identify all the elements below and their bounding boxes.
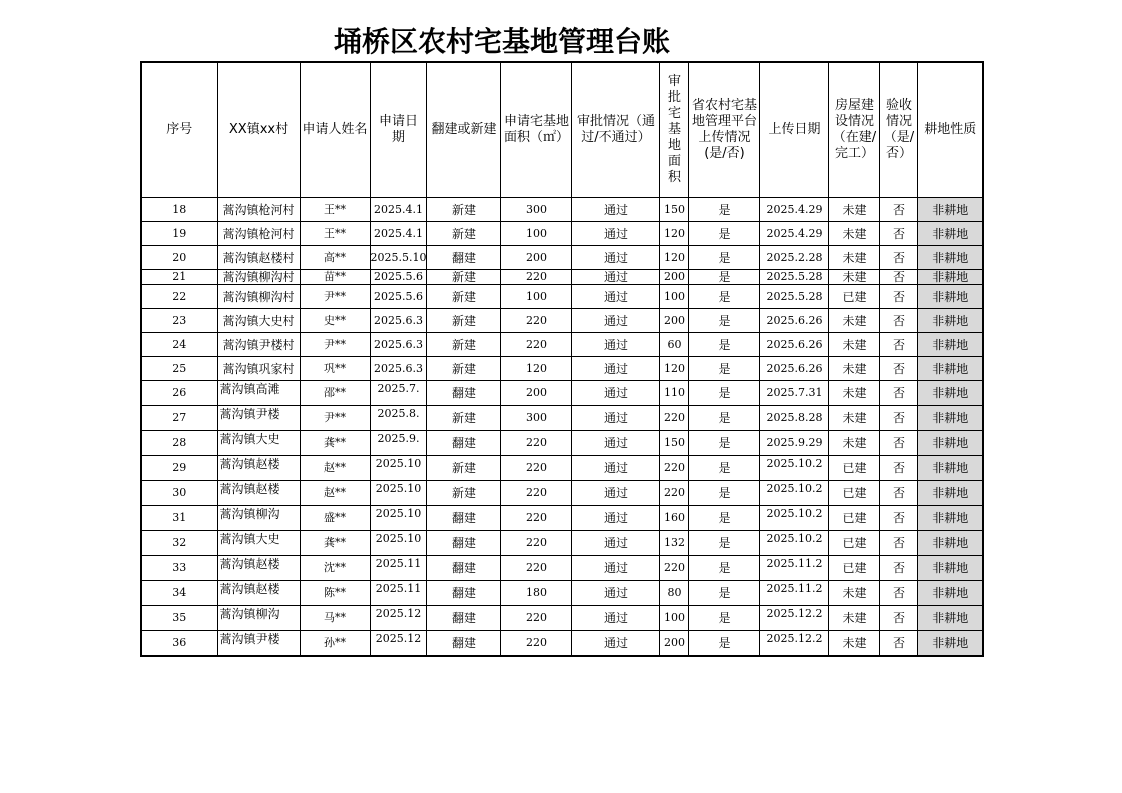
applicant-name-cell: 巩** xyxy=(300,357,370,381)
acceptance-status-cell: 否 xyxy=(880,581,918,606)
upload-date-cell: 2025.5.28 xyxy=(760,285,829,309)
applicant-name-cell: 高** xyxy=(300,246,370,270)
application-date-cell: 2025.10 xyxy=(370,506,427,531)
upload-date-cell: 2025.7.31 xyxy=(760,381,829,406)
application-date-cell: 2025.11 xyxy=(370,581,427,606)
approval-status-cell: 通过 xyxy=(572,481,660,506)
upload-date-cell: 2025.9.29 xyxy=(760,431,829,456)
construction-status-cell: 已建 xyxy=(829,531,880,556)
approval-status-cell: 通过 xyxy=(572,285,660,309)
build-type-cell: 新建 xyxy=(427,309,501,333)
applicant-name-cell: 尹** xyxy=(300,333,370,357)
applicant-name-cell: 尹** xyxy=(300,406,370,431)
requested-area-cell: 220 xyxy=(501,556,572,581)
upload-date-cell: 2025.11.2 xyxy=(760,581,829,606)
land-nature-cell: 非耕地 xyxy=(918,506,983,531)
village-cell: 蒿沟镇尹楼村 xyxy=(217,333,300,357)
construction-status-cell: 未建 xyxy=(829,381,880,406)
application-date-cell: 2025.6.3 xyxy=(370,333,427,357)
header-row xyxy=(141,62,983,198)
upload-date-cell: 2025.11.2 xyxy=(760,556,829,581)
uploaded-status-cell: 是 xyxy=(689,381,760,406)
upload-date-cell: 2025.10.2 xyxy=(760,481,829,506)
land-nature-cell: 非耕地 xyxy=(918,581,983,606)
approval-status-cell: 通过 xyxy=(572,556,660,581)
header-cell: 审批宅基地面积 xyxy=(660,62,689,198)
application-date-cell: 2025.4.1 xyxy=(370,222,427,246)
table-row xyxy=(141,222,983,246)
build-type-cell: 翻建 xyxy=(427,381,501,406)
build-type-cell: 新建 xyxy=(427,285,501,309)
application-date-cell: 2025.10 xyxy=(370,531,427,556)
approval-status-cell: 通过 xyxy=(572,456,660,481)
land-nature-cell: 非耕地 xyxy=(918,270,983,285)
requested-area-cell: 300 xyxy=(501,406,572,431)
approved-area-cell: 100 xyxy=(660,285,689,309)
approval-status-cell: 通过 xyxy=(572,531,660,556)
row-number-cell: 28 xyxy=(141,431,217,456)
requested-area-cell: 200 xyxy=(501,246,572,270)
land-nature-cell: 非耕地 xyxy=(918,606,983,631)
uploaded-status-cell: 是 xyxy=(689,222,760,246)
header-cell: 省农村宅基地管理平台上传情况(是/否) xyxy=(689,62,760,198)
header-cell: 申请日期 xyxy=(370,62,427,198)
village-cell: 蒿沟镇巩家村 xyxy=(217,357,300,381)
village-cell: 蒿沟镇赵楼村 xyxy=(217,246,300,270)
header-cell: 耕地性质 xyxy=(918,62,983,198)
uploaded-status-cell: 是 xyxy=(689,456,760,481)
uploaded-status-cell: 是 xyxy=(689,581,760,606)
construction-status-cell: 未建 xyxy=(829,270,880,285)
approved-area-cell: 60 xyxy=(660,333,689,357)
requested-area-cell: 220 xyxy=(501,531,572,556)
construction-status-cell: 已建 xyxy=(829,556,880,581)
land-nature-cell: 非耕地 xyxy=(918,631,983,657)
acceptance-status-cell: 否 xyxy=(880,606,918,631)
build-type-cell: 新建 xyxy=(427,222,501,246)
acceptance-status-cell: 否 xyxy=(880,431,918,456)
requested-area-cell: 220 xyxy=(501,631,572,657)
land-nature-cell: 非耕地 xyxy=(918,309,983,333)
construction-status-cell: 已建 xyxy=(829,456,880,481)
applicant-name-cell: 龚** xyxy=(300,431,370,456)
requested-area-cell: 220 xyxy=(501,333,572,357)
upload-date-cell: 2025.2.28 xyxy=(760,246,829,270)
land-nature-cell: 非耕地 xyxy=(918,222,983,246)
upload-date-cell: 2025.4.29 xyxy=(760,198,829,222)
row-number-cell: 23 xyxy=(141,309,217,333)
table-row xyxy=(141,481,983,506)
village-cell: 蒿沟镇赵楼 xyxy=(217,456,300,481)
application-date-cell: 2025.11 xyxy=(370,556,427,581)
build-type-cell: 新建 xyxy=(427,333,501,357)
village-cell: 蒿沟镇大史村 xyxy=(217,309,300,333)
upload-date-cell: 2025.5.28 xyxy=(760,270,829,285)
applicant-name-cell: 王** xyxy=(300,222,370,246)
build-type-cell: 翻建 xyxy=(427,581,501,606)
approved-area-cell: 220 xyxy=(660,406,689,431)
construction-status-cell: 未建 xyxy=(829,406,880,431)
requested-area-cell: 180 xyxy=(501,581,572,606)
application-date-cell: 2025.4.1 xyxy=(370,198,427,222)
application-date-cell: 2025.10 xyxy=(370,481,427,506)
acceptance-status-cell: 否 xyxy=(880,198,918,222)
construction-status-cell: 未建 xyxy=(829,357,880,381)
approved-area-cell: 120 xyxy=(660,357,689,381)
approval-status-cell: 通过 xyxy=(572,581,660,606)
requested-area-cell: 220 xyxy=(501,506,572,531)
table-row xyxy=(141,581,983,606)
approval-status-cell: 通过 xyxy=(572,606,660,631)
upload-date-cell: 2025.10.2 xyxy=(760,506,829,531)
approved-area-cell: 110 xyxy=(660,381,689,406)
village-cell: 蒿沟镇赵楼 xyxy=(217,481,300,506)
table-row xyxy=(141,506,983,531)
table-row xyxy=(141,531,983,556)
uploaded-status-cell: 是 xyxy=(689,506,760,531)
approved-area-cell: 80 xyxy=(660,581,689,606)
build-type-cell: 翻建 xyxy=(427,431,501,456)
row-number-cell: 30 xyxy=(141,481,217,506)
acceptance-status-cell: 否 xyxy=(880,481,918,506)
build-type-cell: 翻建 xyxy=(427,506,501,531)
application-date-cell: 2025.6.3 xyxy=(370,309,427,333)
uploaded-status-cell: 是 xyxy=(689,285,760,309)
construction-status-cell: 未建 xyxy=(829,246,880,270)
acceptance-status-cell: 否 xyxy=(880,531,918,556)
village-cell: 蒿沟镇柳沟 xyxy=(217,506,300,531)
applicant-name-cell: 史** xyxy=(300,309,370,333)
construction-status-cell: 已建 xyxy=(829,285,880,309)
application-date-cell: 2025.12 xyxy=(370,631,427,657)
land-nature-cell: 非耕地 xyxy=(918,531,983,556)
uploaded-status-cell: 是 xyxy=(689,531,760,556)
land-nature-cell: 非耕地 xyxy=(918,198,983,222)
acceptance-status-cell: 否 xyxy=(880,381,918,406)
upload-date-cell: 2025.8.28 xyxy=(760,406,829,431)
uploaded-status-cell: 是 xyxy=(689,556,760,581)
land-nature-cell: 非耕地 xyxy=(918,381,983,406)
upload-date-cell: 2025.10.2 xyxy=(760,531,829,556)
approval-status-cell: 通过 xyxy=(572,198,660,222)
row-number-cell: 20 xyxy=(141,246,217,270)
land-nature-cell: 非耕地 xyxy=(918,431,983,456)
construction-status-cell: 未建 xyxy=(829,222,880,246)
requested-area-cell: 220 xyxy=(501,270,572,285)
build-type-cell: 新建 xyxy=(427,270,501,285)
row-number-cell: 34 xyxy=(141,581,217,606)
village-cell: 蒿沟镇柳沟 xyxy=(217,606,300,631)
land-nature-cell: 非耕地 xyxy=(918,556,983,581)
construction-status-cell: 未建 xyxy=(829,198,880,222)
construction-status-cell: 未建 xyxy=(829,581,880,606)
header-cell: 上传日期 xyxy=(760,62,829,198)
village-cell: 蒿沟镇高滩 xyxy=(217,381,300,406)
row-number-cell: 19 xyxy=(141,222,217,246)
land-nature-cell: 非耕地 xyxy=(918,406,983,431)
approved-area-cell: 220 xyxy=(660,481,689,506)
approved-area-cell: 220 xyxy=(660,456,689,481)
build-type-cell: 翻建 xyxy=(427,606,501,631)
approval-status-cell: 通过 xyxy=(572,246,660,270)
requested-area-cell: 100 xyxy=(501,222,572,246)
approved-area-cell: 100 xyxy=(660,606,689,631)
header-cell: 房屋建设情况（在建/完工） xyxy=(829,62,880,198)
applicant-name-cell: 龚** xyxy=(300,531,370,556)
upload-date-cell: 2025.4.29 xyxy=(760,222,829,246)
requested-area-cell: 300 xyxy=(501,198,572,222)
uploaded-status-cell: 是 xyxy=(689,333,760,357)
table-row xyxy=(141,431,983,456)
row-number-cell: 22 xyxy=(141,285,217,309)
acceptance-status-cell: 否 xyxy=(880,222,918,246)
application-date-cell: 2025.9. xyxy=(370,431,427,456)
acceptance-status-cell: 否 xyxy=(880,556,918,581)
table-row xyxy=(141,333,983,357)
row-number-cell: 24 xyxy=(141,333,217,357)
approved-area-cell: 220 xyxy=(660,556,689,581)
requested-area-cell: 220 xyxy=(501,606,572,631)
application-date-cell: 2025.5.6 xyxy=(370,285,427,309)
approved-area-cell: 150 xyxy=(660,431,689,456)
build-type-cell: 翻建 xyxy=(427,246,501,270)
applicant-name-cell: 沈** xyxy=(300,556,370,581)
acceptance-status-cell: 否 xyxy=(880,309,918,333)
acceptance-status-cell: 否 xyxy=(880,333,918,357)
acceptance-status-cell: 否 xyxy=(880,357,918,381)
row-number-cell: 21 xyxy=(141,270,217,285)
row-number-cell: 26 xyxy=(141,381,217,406)
uploaded-status-cell: 是 xyxy=(689,481,760,506)
build-type-cell: 新建 xyxy=(427,198,501,222)
approval-status-cell: 通过 xyxy=(572,309,660,333)
acceptance-status-cell: 否 xyxy=(880,456,918,481)
approval-status-cell: 通过 xyxy=(572,381,660,406)
homestead-ledger-table xyxy=(140,61,984,657)
application-date-cell: 2025.7. xyxy=(370,381,427,406)
village-cell: 蒿沟镇尹楼 xyxy=(217,406,300,431)
requested-area-cell: 220 xyxy=(501,481,572,506)
uploaded-status-cell: 是 xyxy=(689,631,760,657)
uploaded-status-cell: 是 xyxy=(689,270,760,285)
table-row xyxy=(141,357,983,381)
acceptance-status-cell: 否 xyxy=(880,246,918,270)
applicant-name-cell: 马** xyxy=(300,606,370,631)
applicant-name-cell: 尹** xyxy=(300,285,370,309)
village-cell: 蒿沟镇柳沟村 xyxy=(217,285,300,309)
construction-status-cell: 未建 xyxy=(829,309,880,333)
uploaded-status-cell: 是 xyxy=(689,431,760,456)
land-nature-cell: 非耕地 xyxy=(918,481,983,506)
approval-status-cell: 通过 xyxy=(572,431,660,456)
application-date-cell: 2025.5.6 xyxy=(370,270,427,285)
acceptance-status-cell: 否 xyxy=(880,631,918,657)
approval-status-cell: 通过 xyxy=(572,506,660,531)
land-nature-cell: 非耕地 xyxy=(918,246,983,270)
upload-date-cell: 2025.6.26 xyxy=(760,309,829,333)
upload-date-cell: 2025.10.2 xyxy=(760,456,829,481)
build-type-cell: 翻建 xyxy=(427,531,501,556)
village-cell: 蒿沟镇枪河村 xyxy=(217,198,300,222)
table-row xyxy=(141,381,983,406)
header-cell: 申请宅基地面积（㎡） xyxy=(501,62,572,198)
upload-date-cell: 2025.12.2 xyxy=(760,631,829,657)
row-number-cell: 25 xyxy=(141,357,217,381)
table-row xyxy=(141,285,983,309)
application-date-cell: 2025.10 xyxy=(370,456,427,481)
header-cell: XX镇xx村 xyxy=(217,62,300,198)
application-date-cell: 2025.8. xyxy=(370,406,427,431)
table-row xyxy=(141,631,983,657)
acceptance-status-cell: 否 xyxy=(880,285,918,309)
table-row xyxy=(141,198,983,222)
approval-status-cell: 通过 xyxy=(572,357,660,381)
applicant-name-cell: 孙** xyxy=(300,631,370,657)
uploaded-status-cell: 是 xyxy=(689,606,760,631)
requested-area-cell: 100 xyxy=(501,285,572,309)
build-type-cell: 新建 xyxy=(427,481,501,506)
ledger-body xyxy=(141,198,983,657)
build-type-cell: 新建 xyxy=(427,357,501,381)
land-nature-cell: 非耕地 xyxy=(918,456,983,481)
land-nature-cell: 非耕地 xyxy=(918,333,983,357)
uploaded-status-cell: 是 xyxy=(689,246,760,270)
row-number-cell: 31 xyxy=(141,506,217,531)
table-row xyxy=(141,456,983,481)
approved-area-cell: 150 xyxy=(660,198,689,222)
build-type-cell: 新建 xyxy=(427,406,501,431)
requested-area-cell: 120 xyxy=(501,357,572,381)
approved-area-cell: 200 xyxy=(660,631,689,657)
row-number-cell: 33 xyxy=(141,556,217,581)
applicant-name-cell: 赵** xyxy=(300,481,370,506)
village-cell: 蒿沟镇柳沟村 xyxy=(217,270,300,285)
header-cell: 申请人姓名 xyxy=(300,62,370,198)
table-row xyxy=(141,556,983,581)
village-cell: 蒿沟镇大史 xyxy=(217,431,300,456)
construction-status-cell: 未建 xyxy=(829,431,880,456)
applicant-name-cell: 苗** xyxy=(300,270,370,285)
table-row xyxy=(141,406,983,431)
uploaded-status-cell: 是 xyxy=(689,309,760,333)
requested-area-cell: 220 xyxy=(501,431,572,456)
approval-status-cell: 通过 xyxy=(572,270,660,285)
construction-status-cell: 未建 xyxy=(829,333,880,357)
requested-area-cell: 220 xyxy=(501,309,572,333)
row-number-cell: 18 xyxy=(141,198,217,222)
row-number-cell: 29 xyxy=(141,456,217,481)
table-row xyxy=(141,606,983,631)
applicant-name-cell: 赵** xyxy=(300,456,370,481)
upload-date-cell: 2025.6.26 xyxy=(760,333,829,357)
approval-status-cell: 通过 xyxy=(572,333,660,357)
approval-status-cell: 通过 xyxy=(572,222,660,246)
upload-date-cell: 2025.6.26 xyxy=(760,357,829,381)
applicant-name-cell: 王** xyxy=(300,198,370,222)
construction-status-cell: 未建 xyxy=(829,631,880,657)
village-cell: 蒿沟镇枪河村 xyxy=(217,222,300,246)
requested-area-cell: 220 xyxy=(501,456,572,481)
approval-status-cell: 通过 xyxy=(572,406,660,431)
header-cell: 序号 xyxy=(141,62,217,198)
construction-status-cell: 已建 xyxy=(829,481,880,506)
header-cell: 审批情况（通过/不通过） xyxy=(572,62,660,198)
applicant-name-cell: 盛** xyxy=(300,506,370,531)
page-title: 埇桥区农村宅基地管理台账 xyxy=(334,25,671,58)
village-cell: 蒿沟镇赵楼 xyxy=(217,581,300,606)
uploaded-status-cell: 是 xyxy=(689,357,760,381)
build-type-cell: 新建 xyxy=(427,456,501,481)
construction-status-cell: 已建 xyxy=(829,506,880,531)
application-date-cell: 2025.6.3 xyxy=(370,357,427,381)
row-number-cell: 36 xyxy=(141,631,217,657)
applicant-name-cell: 陈** xyxy=(300,581,370,606)
row-number-cell: 27 xyxy=(141,406,217,431)
table-row xyxy=(141,246,983,270)
acceptance-status-cell: 否 xyxy=(880,506,918,531)
build-type-cell: 翻建 xyxy=(427,556,501,581)
village-cell: 蒿沟镇尹楼 xyxy=(217,631,300,657)
application-date-cell: 2025.5.10 xyxy=(370,246,427,270)
approved-area-cell: 132 xyxy=(660,531,689,556)
build-type-cell: 翻建 xyxy=(427,631,501,657)
application-date-cell: 2025.12 xyxy=(370,606,427,631)
construction-status-cell: 未建 xyxy=(829,606,880,631)
applicant-name-cell: 邵** xyxy=(300,381,370,406)
approved-area-cell: 120 xyxy=(660,222,689,246)
uploaded-status-cell: 是 xyxy=(689,406,760,431)
table-row xyxy=(141,309,983,333)
approved-area-cell: 120 xyxy=(660,246,689,270)
header-cell: 翻建或新建 xyxy=(427,62,501,198)
land-nature-cell: 非耕地 xyxy=(918,357,983,381)
uploaded-status-cell: 是 xyxy=(689,198,760,222)
row-number-cell: 32 xyxy=(141,531,217,556)
table-row xyxy=(141,270,983,285)
land-nature-cell: 非耕地 xyxy=(918,285,983,309)
approved-area-cell: 200 xyxy=(660,309,689,333)
approved-area-cell: 200 xyxy=(660,270,689,285)
requested-area-cell: 200 xyxy=(501,381,572,406)
village-cell: 蒿沟镇大史 xyxy=(217,531,300,556)
row-number-cell: 35 xyxy=(141,606,217,631)
acceptance-status-cell: 否 xyxy=(880,406,918,431)
village-cell: 蒿沟镇赵楼 xyxy=(217,556,300,581)
upload-date-cell: 2025.12.2 xyxy=(760,606,829,631)
approval-status-cell: 通过 xyxy=(572,631,660,657)
acceptance-status-cell: 否 xyxy=(880,270,918,285)
header-cell: 验收情况（是/否） xyxy=(880,62,918,198)
approved-area-cell: 160 xyxy=(660,506,689,531)
